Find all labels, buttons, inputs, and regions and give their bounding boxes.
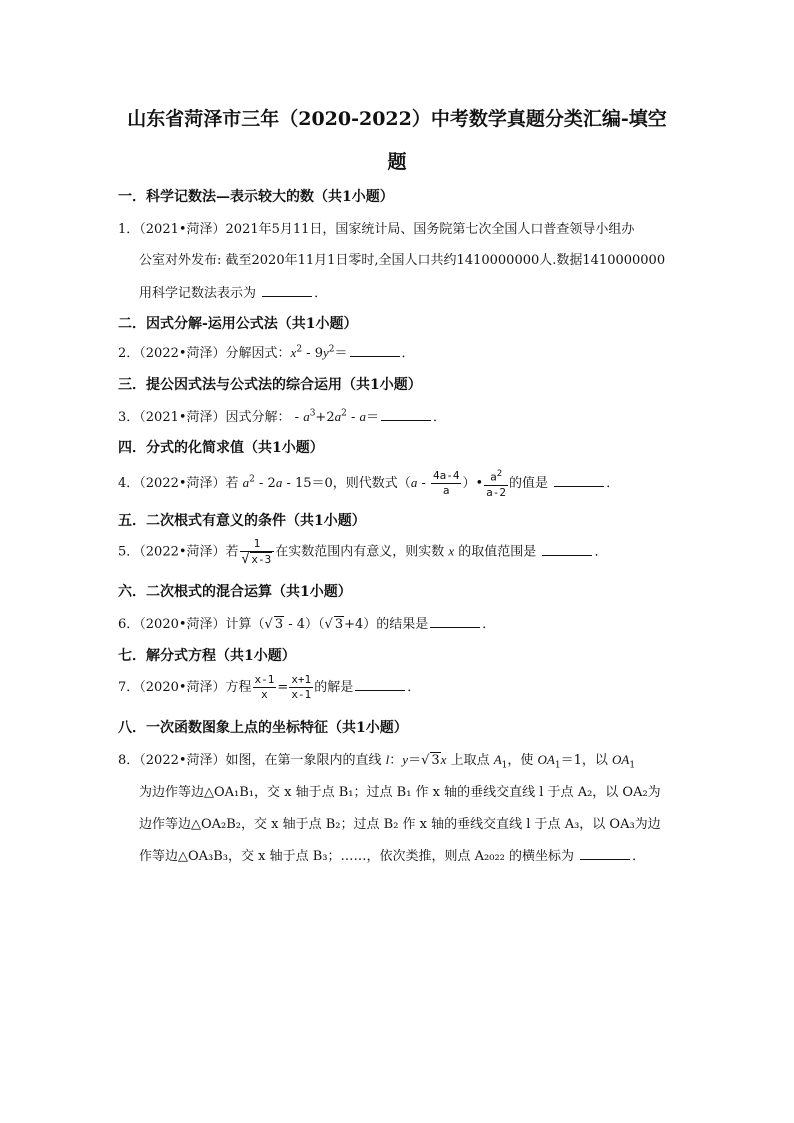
period: ．: [401, 346, 415, 361]
equals: ＝: [334, 346, 348, 361]
answer-blank: [381, 408, 431, 421]
radical-sign: √: [241, 552, 250, 567]
q5-prefix: 5．（2022•菏泽）若: [118, 544, 239, 560]
q2-mid: - 9: [302, 346, 323, 361]
q4-tail: 的值是: [509, 475, 549, 491]
q3-plus: +2: [315, 410, 335, 425]
section-heading-1: 一．科学记数法—表示较大的数（共1小题）: [118, 189, 394, 205]
exp: 2: [341, 408, 347, 419]
radical-sign: √: [324, 617, 333, 632]
period: ．: [407, 680, 421, 695]
var-a: a: [275, 474, 283, 490]
section-heading-8: 八．一次函数图象上点的坐标特征（共1小题）: [118, 720, 408, 736]
answer-blank: [542, 543, 592, 556]
q8-line3: 边作等边△OA₂B₂，交 x 轴于点 B₂；过点 B₂ 作 x 轴的垂线交直线 l 于点 A₃，以 OA₃为边: [139, 817, 661, 832]
q8-line2: 为边作等边△OA₁B₁，交 x 轴于点 B₁；过点 B₁ 作 x 轴的垂线交直线 l 于点 A₂，以 OA₂为: [139, 785, 661, 800]
q7-line: [118, 673, 420, 702]
period: ．: [433, 410, 447, 425]
exp: 2: [296, 344, 303, 355]
q4-text: - 2: [254, 475, 276, 491]
section-heading-3: 三．提公因式法与公式法的综合运用（共1小题）: [118, 377, 422, 393]
q8-line4: 作等边△OA₃B₃，交 x 轴于点 B₃；……，依次类推，则点 A₂₀₂₂ 的横坐标为 ．: [139, 849, 646, 864]
q6-line: 6．（2020•菏泽）计算（√ 3 - 4）（√ 3+4）的结果是 ．: [118, 617, 496, 632]
var-x: x: [290, 345, 297, 360]
equals: ＝: [366, 410, 380, 425]
q3-line: [118, 406, 446, 425]
exp: 3: [309, 408, 316, 419]
section-heading-2: 二．因式分解-运用公式法（共1小题）: [118, 316, 358, 332]
q4-line: [118, 467, 619, 500]
section-heading-6: 六．二次根式的混合运算（共1小题）: [118, 584, 352, 600]
fraction: $\frac{1}{√ x-3}$: [240, 537, 275, 567]
q3-prefix: 3．（2021•菏泽）因式分解： -: [118, 410, 304, 425]
q5-line: [118, 537, 607, 567]
var-x: x: [440, 752, 447, 767]
radical-sign: √: [421, 753, 430, 768]
var-x: x: [448, 543, 455, 559]
var-l: l: [385, 752, 390, 767]
fraction: $\frac{a^2}{a-2}$: [486, 469, 507, 499]
radical-sign: √: [264, 617, 273, 632]
var-a: a: [359, 409, 366, 424]
var-y: y: [402, 752, 409, 767]
var-a: a: [303, 409, 310, 424]
q4-close: ）•: [462, 475, 484, 491]
doc-title-line2: 题: [387, 151, 407, 173]
q1-line2: 公室对外发布: 截至2020年11月1日零时,全国人口共约1410000000人.数据1410000000: [139, 253, 666, 268]
var-y: y: [322, 345, 329, 360]
q3-minus: -: [346, 410, 360, 425]
exp: 2: [249, 474, 255, 485]
fraction: $\frac{x-1}{x}$: [254, 673, 275, 701]
q6-prefix: 6．（2020•菏泽）计算（: [118, 617, 265, 632]
fraction: $\frac{x+1}{x-1}$: [291, 673, 312, 701]
q4-minus: -: [417, 475, 430, 491]
var-a: a: [242, 474, 250, 490]
q2-line: [118, 342, 415, 361]
section-heading-5: 五．二次根式有意义的条件（共1小题）: [118, 513, 366, 529]
var-a: a: [410, 474, 418, 490]
q1-line1: 1．（2021•菏泽）2021年5月11日，国家统计局、国务院第七次全国人口普查领导小组办: [118, 222, 635, 237]
period: ．: [314, 286, 328, 301]
q8-line1: 8．（2022•菏泽）如图，在第一象限内的直线 l：y＝√ 3x 上取点 $A_1$，使 $OA_1=1$，以 $OA_1$: [118, 752, 636, 771]
q7-prefix: 7．（2020•菏泽）方程: [118, 680, 252, 695]
equals: =: [277, 680, 289, 695]
exp: 2: [328, 344, 335, 355]
answer-blank: [350, 344, 400, 357]
q5-mid: 在实数范围内有意义，则实数: [275, 544, 449, 560]
answer-blank: [554, 474, 604, 487]
period: ．: [606, 475, 620, 491]
answer-blank: [580, 847, 630, 860]
section-heading-4: 四．分式的化简求值（共1小题）: [118, 440, 324, 456]
q1-text: 用科学记数法表示为: [139, 286, 257, 301]
fraction: $\frac{4a-4}{a}$: [432, 468, 460, 497]
q4-text: - 15＝0，则代数式（: [282, 475, 411, 491]
q7-tail: 的解是: [314, 680, 354, 695]
doc-title-line1: 山东省菏泽市三年（2020-2022）中考数学真题分类汇编-填空: [127, 108, 667, 130]
q1-line3: [139, 282, 327, 301]
answer-blank: [430, 615, 480, 628]
q5-tail: 的取值范围是: [454, 544, 537, 560]
section-heading-7: 七．解分式方程（共1小题）: [118, 648, 296, 664]
var-a: a: [334, 409, 342, 424]
q6-tail: +4）的结果是: [344, 617, 429, 632]
answer-blank: [355, 678, 405, 691]
period: ．: [594, 544, 608, 560]
period: ．: [482, 617, 496, 632]
q6-mid: - 4）（: [284, 617, 325, 632]
q4-prefix: 4．（2022•菏泽）若: [118, 475, 243, 491]
answer-blank: [262, 284, 312, 297]
q2-prefix: 2．（2022•菏泽）分解因式：: [118, 346, 291, 361]
period: ．: [632, 849, 646, 864]
